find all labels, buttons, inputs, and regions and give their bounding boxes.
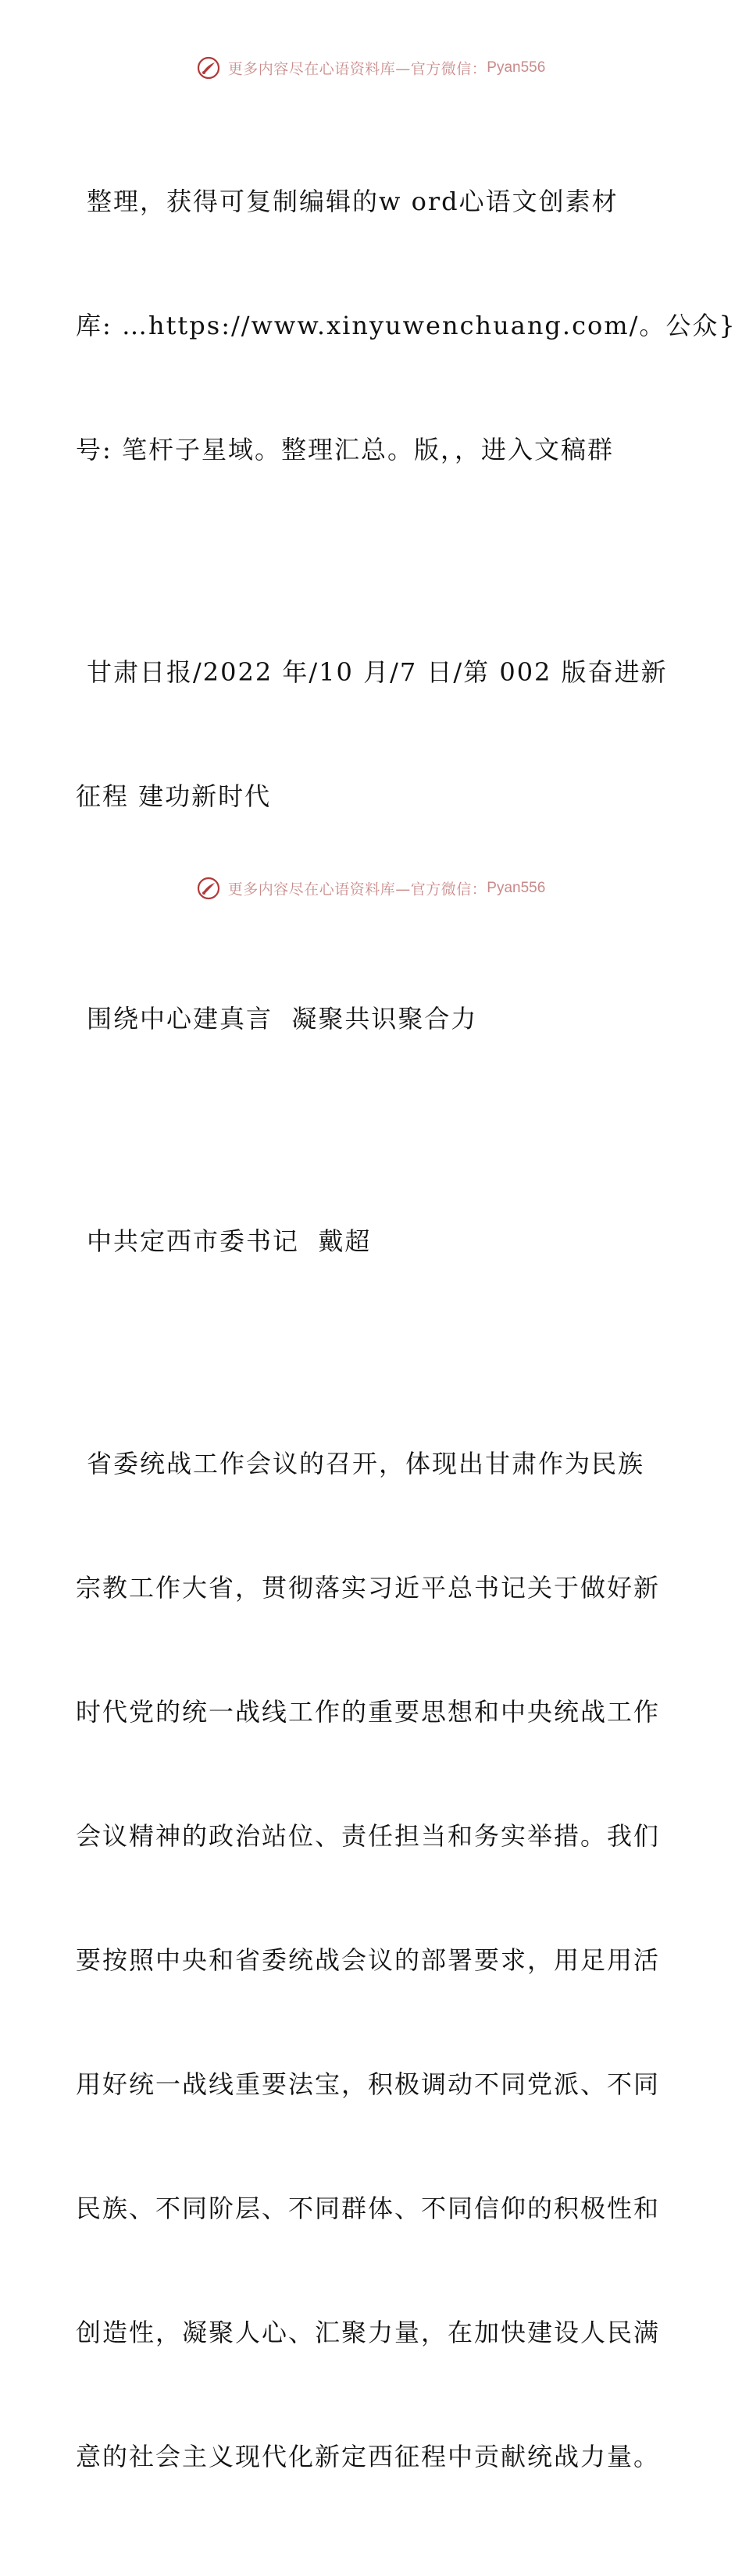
article-title [76, 916, 669, 1123]
text-line: 创造性，凝聚人心、汇聚力量，在加快建设人民满 [76, 2318, 661, 2347]
text-line: 意的社会主义现代化新定西征程中贡献统战力量。 [76, 2442, 661, 2471]
footer-watermark [0, 877, 742, 900]
body-paragraph [76, 1361, 669, 2560]
document-body [76, 98, 737, 2576]
text-line: 整理，获得可复制编辑的w ord心语文创素材 [87, 187, 619, 216]
text-line: 民族、不同阶层、不同群体、不同信仰的积极性和 [76, 2194, 661, 2223]
source-paragraph [76, 569, 669, 900]
header-watermark [0, 56, 742, 80]
intro-paragraph [76, 98, 737, 553]
text-line: 宗教工作大省，贯彻落实习近平总书记关于做好新 [76, 1573, 661, 1603]
watermark-text: 更多内容尽在心语资料库—官方微信： [227, 60, 487, 78]
watermark-text: 更多内容尽在心语资料库—官方微信： [227, 881, 487, 898]
text-line: 围绕中心建真言 凝聚共识聚合力 [87, 1004, 478, 1034]
ink-brush-logo-icon [197, 56, 220, 80]
watermark-wechat-id: Pyan556 [487, 59, 546, 76]
text-line: 号: 笔杆子星域。整理汇总。版，，进入文稿群 [76, 435, 614, 464]
text-line: 会议精神的政治站位、责任担当和务实举措。我们 [76, 1821, 661, 1851]
text-line: 省委统战工作会议的召开，体现出甘肃作为民族 [87, 1449, 645, 1478]
ink-brush-logo-icon [197, 877, 220, 900]
article-author [76, 1138, 669, 1345]
text-line: 要按照中央和省委统战会议的部署要求，用足用活 [76, 1945, 661, 1975]
text-line: 征程 建功新时代 [76, 781, 272, 811]
watermark-wechat-id: Pyan556 [487, 880, 546, 896]
text-line: 时代党的统一战线工作的重要思想和中央统战工作 [76, 1697, 661, 1727]
text-line: 中共定西市委书记 戴超 [87, 1226, 372, 1256]
text-line: 库: …https://www.xinyuwenchuang.com/。公众} [76, 311, 737, 340]
text-line: 甘肃日报/2022 年/10 月/7 日/第 002 版奋进新 [87, 657, 668, 687]
text-line: 用好统一战线重要法宝，积极调动不同党派、不同 [76, 2069, 661, 2099]
